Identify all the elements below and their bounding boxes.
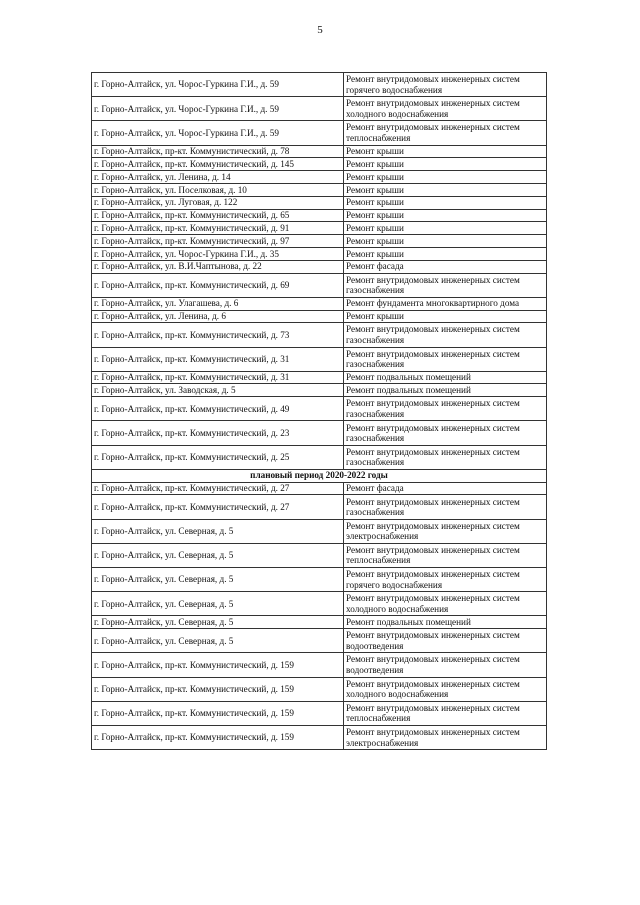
address-cell: г. Горно-Алтайск, пр-кт. Коммунистический, д. 73 xyxy=(92,323,344,347)
repair-registry-table xyxy=(91,72,547,750)
table-row xyxy=(92,121,547,145)
address-cell: г. Горно-Алтайск, пр-кт. Коммунистический, д. 159 xyxy=(92,725,344,749)
address-cell: г. Горно-Алтайск, пр-кт. Коммунистический, д. 69 xyxy=(92,273,344,297)
work-type-cell: Ремонт внутридомовых инженерных систем горячего водоснабжения xyxy=(344,568,547,592)
work-type-cell: Ремонт внутридомовых инженерных систем холодного водоснабжения xyxy=(344,97,547,121)
table-row xyxy=(92,145,547,158)
table-row xyxy=(92,73,547,97)
work-type-cell: Ремонт фундамента многоквартирного дома xyxy=(344,297,547,310)
table-row xyxy=(92,445,547,469)
table-row xyxy=(92,629,547,653)
table-row xyxy=(92,209,547,222)
work-type-cell: Ремонт внутридомовых инженерных систем горячего водоснабжения xyxy=(344,73,547,97)
work-type-cell: Ремонт внутридомовых инженерных систем теплоснабжения xyxy=(344,701,547,725)
work-type-cell: Ремонт подвальных помещений xyxy=(344,384,547,397)
address-cell: г. Горно-Алтайск, пр-кт. Коммунистический, д. 91 xyxy=(92,222,344,235)
work-type-cell: Ремонт крыши xyxy=(344,158,547,171)
work-type-cell: Ремонт внутридомовых инженерных систем теплоснабжения xyxy=(344,543,547,567)
table-row xyxy=(92,543,547,567)
address-cell: г. Горно-Алтайск, пр-кт. Коммунистический, д. 65 xyxy=(92,209,344,222)
table-row xyxy=(92,701,547,725)
address-cell: г. Горно-Алтайск, пр-кт. Коммунистический, д. 159 xyxy=(92,677,344,701)
work-type-cell: Ремонт фасада xyxy=(344,260,547,273)
work-type-cell: Ремонт внутридомовых инженерных систем газоснабжения xyxy=(344,445,547,469)
work-type-cell: Ремонт крыши xyxy=(344,247,547,260)
address-cell: г. Горно-Алтайск, пр-кт. Коммунистический, д. 23 xyxy=(92,421,344,445)
work-type-cell: Ремонт крыши xyxy=(344,196,547,209)
address-cell: г. Горно-Алтайск, пр-кт. Коммунистический, д. 78 xyxy=(92,145,344,158)
work-type-cell: Ремонт внутридомовых инженерных систем электроснабжения xyxy=(344,519,547,543)
table-row xyxy=(92,247,547,260)
table-row xyxy=(92,297,547,310)
table-row xyxy=(92,273,547,297)
work-type-cell: Ремонт внутридомовых инженерных систем газоснабжения xyxy=(344,421,547,445)
work-type-cell: Ремонт крыши xyxy=(344,310,547,323)
registry-body xyxy=(92,73,547,750)
table-row xyxy=(92,495,547,519)
work-type-cell: Ремонт внутридомовых инженерных систем газоснабжения xyxy=(344,347,547,371)
table-row xyxy=(92,222,547,235)
table-row xyxy=(92,482,547,495)
work-type-cell: Ремонт внутридомовых инженерных систем газоснабжения xyxy=(344,397,547,421)
work-type-cell: Ремонт внутридомовых инженерных систем газоснабжения xyxy=(344,323,547,347)
address-cell: г. Горно-Алтайск, пр-кт. Коммунистический, д. 25 xyxy=(92,445,344,469)
address-cell: г. Горно-Алтайск, пр-кт. Коммунистический, д. 159 xyxy=(92,653,344,677)
address-cell: г. Горно-Алтайск, пр-кт. Коммунистический, д. 49 xyxy=(92,397,344,421)
table-row xyxy=(92,653,547,677)
work-type-cell: Ремонт крыши xyxy=(344,235,547,248)
address-cell: г. Горно-Алтайск, пр-кт. Коммунистический, д. 27 xyxy=(92,482,344,495)
table-row xyxy=(92,616,547,629)
address-cell: г. Горно-Алтайск, ул. Северная, д. 5 xyxy=(92,592,344,616)
work-type-cell: Ремонт внутридомовых инженерных систем холодного водоснабжения xyxy=(344,592,547,616)
work-type-cell: Ремонт крыши xyxy=(344,222,547,235)
table-row xyxy=(92,323,547,347)
table-row xyxy=(92,421,547,445)
address-cell: г. Горно-Алтайск, пр-кт. Коммунистический, д. 159 xyxy=(92,701,344,725)
table-row xyxy=(92,97,547,121)
address-cell: г. Горно-Алтайск, ул. Поселковая, д. 10 xyxy=(92,183,344,196)
table-row xyxy=(92,592,547,616)
address-cell: г. Горно-Алтайск, ул. Улагашева, д. 6 xyxy=(92,297,344,310)
work-type-cell: Ремонт крыши xyxy=(344,145,547,158)
work-type-cell: Ремонт внутридомовых инженерных систем теплоснабжения xyxy=(344,121,547,145)
address-cell: г. Горно-Алтайск, пр-кт. Коммунистический, д. 31 xyxy=(92,347,344,371)
address-cell: г. Горно-Алтайск, ул. Северная, д. 5 xyxy=(92,543,344,567)
work-type-cell: Ремонт внутридомовых инженерных систем газоснабжения xyxy=(344,495,547,519)
table-row xyxy=(92,677,547,701)
work-type-cell: Ремонт крыши xyxy=(344,171,547,184)
work-type-cell: Ремонт внутридомовых инженерных систем водоотведения xyxy=(344,629,547,653)
table-row xyxy=(92,568,547,592)
address-cell: г. Горно-Алтайск, пр-кт. Коммунистический, д. 27 xyxy=(92,495,344,519)
address-cell: г. Горно-Алтайск, ул. Северная, д. 5 xyxy=(92,629,344,653)
section-heading-row xyxy=(92,469,547,482)
table-row xyxy=(92,310,547,323)
work-type-cell: Ремонт крыши xyxy=(344,209,547,222)
page-number: 5 xyxy=(317,24,323,36)
work-type-cell: Ремонт внутридомовых инженерных систем холодного водоснабжения xyxy=(344,677,547,701)
work-type-cell: Ремонт подвальных помещений xyxy=(344,616,547,629)
work-type-cell: Ремонт внутридомовых инженерных систем газоснабжения xyxy=(344,273,547,297)
table-row xyxy=(92,235,547,248)
address-cell: г. Горно-Алтайск, пр-кт. Коммунистический, д. 145 xyxy=(92,158,344,171)
table-row xyxy=(92,196,547,209)
work-type-cell: Ремонт внутридомовых инженерных систем электроснабжения xyxy=(344,725,547,749)
address-cell: г. Горно-Алтайск, ул. Заводская, д. 5 xyxy=(92,384,344,397)
address-cell: г. Горно-Алтайск, ул. Чорос-Гуркина Г.И., д. 35 xyxy=(92,247,344,260)
table-row xyxy=(92,519,547,543)
address-cell: г. Горно-Алтайск, ул. Северная, д. 5 xyxy=(92,568,344,592)
table-row xyxy=(92,371,547,384)
address-cell: г. Горно-Алтайск, ул. Ленина, д. 14 xyxy=(92,171,344,184)
work-type-cell: Ремонт крыши xyxy=(344,183,547,196)
work-type-cell: Ремонт подвальных помещений xyxy=(344,371,547,384)
table-row xyxy=(92,183,547,196)
address-cell: г. Горно-Алтайск, ул. Чорос-Гуркина Г.И., д. 59 xyxy=(92,97,344,121)
address-cell: г. Горно-Алтайск, ул. Чорос-Гуркина Г.И., д. 59 xyxy=(92,121,344,145)
address-cell: г. Горно-Алтайск, ул. Чорос-Гуркина Г.И., д. 59 xyxy=(92,73,344,97)
address-cell: г. Горно-Алтайск, пр-кт. Коммунистический, д. 31 xyxy=(92,371,344,384)
address-cell: г. Горно-Алтайск, ул. Северная, д. 5 xyxy=(92,519,344,543)
table-row xyxy=(92,260,547,273)
table-row xyxy=(92,397,547,421)
address-cell: г. Горно-Алтайск, ул. Северная, д. 5 xyxy=(92,616,344,629)
address-cell: г. Горно-Алтайск, пр-кт. Коммунистический, д. 97 xyxy=(92,235,344,248)
work-type-cell: Ремонт внутридомовых инженерных систем водоотведения xyxy=(344,653,547,677)
table-row xyxy=(92,171,547,184)
address-cell: г. Горно-Алтайск, ул. Ленина, д. 6 xyxy=(92,310,344,323)
section-heading: плановый период 2020-2022 годы xyxy=(92,469,547,482)
table-row xyxy=(92,384,547,397)
address-cell: г. Горно-Алтайск, ул. В.И.Чаптынова, д. 22 xyxy=(92,260,344,273)
table-row xyxy=(92,347,547,371)
work-type-cell: Ремонт фасада xyxy=(344,482,547,495)
table-row xyxy=(92,158,547,171)
address-cell: г. Горно-Алтайск, ул. Луговая, д. 122 xyxy=(92,196,344,209)
table-row xyxy=(92,725,547,749)
